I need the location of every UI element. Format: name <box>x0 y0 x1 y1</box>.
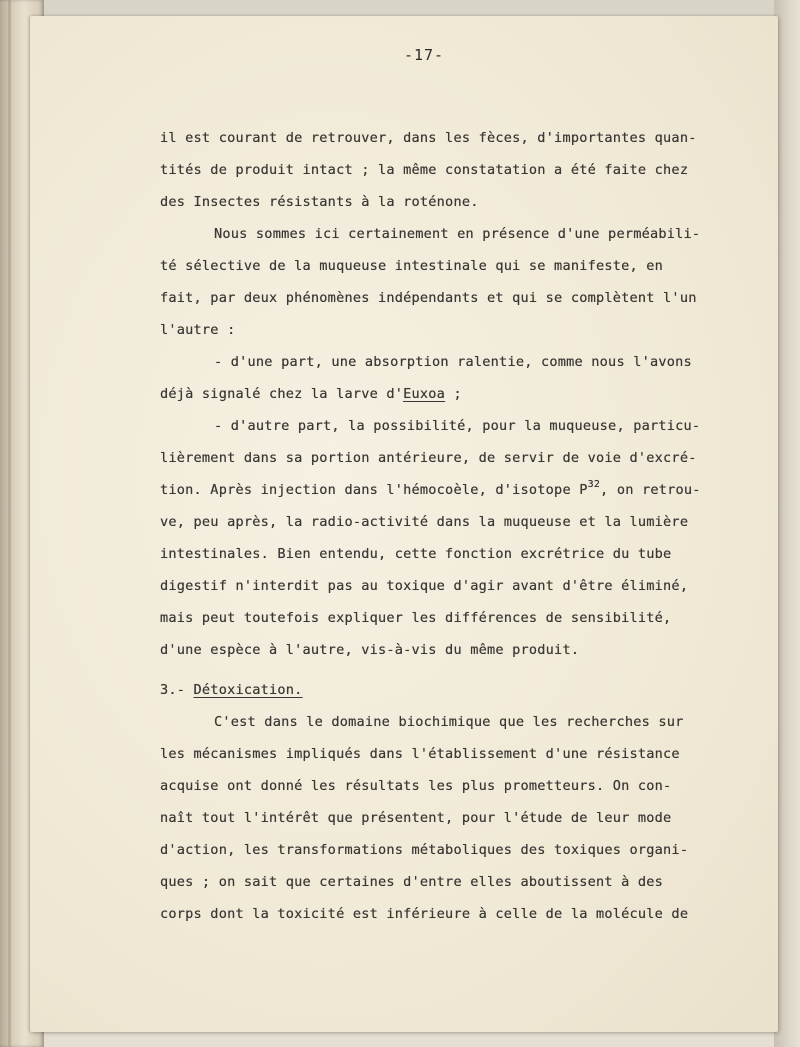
list-item-line: - d'une part, une absorption ralentie, comme nous l'avons <box>214 354 692 370</box>
text-line: les mécanismes impliqués dans l'établissement d'une résistance <box>160 746 680 762</box>
list-item-line: - d'autre part, la possibilité, pour la muqueuse, particu- <box>214 418 701 434</box>
text-line: des Insectes résistants à la roténone. <box>160 194 479 210</box>
text-line: té sélective de la muqueuse intestinale qui se manifeste, en <box>160 258 664 274</box>
text-line: fait, par deux phénomènes indépendants et qui se complètent l'un <box>160 290 697 306</box>
text-line: l'autre : <box>160 322 236 338</box>
genus-name: Euxoa <box>403 386 446 402</box>
isotope-superscript: 32 <box>587 479 601 490</box>
text-line: d'action, les transformations métaboliques des toxiques organi- <box>160 842 689 858</box>
text-line: ques ; on sait que certaines d'entre elles aboutissent à des <box>160 874 664 890</box>
text-fragment: tion. Après injection dans l'hémocoèle, d'isotope P <box>160 482 588 498</box>
text-line: C'est dans le domaine biochimique que les recherches sur <box>214 714 684 730</box>
list-item-line: intestinales. Bien entendu, cette fonction excrétrice du tube <box>160 546 672 562</box>
text-line: corps dont la toxicité est inférieure à celle de la molécule de <box>160 906 689 922</box>
text-fragment: , on retrou- <box>600 482 701 498</box>
list-item-line: lièrement dans sa portion antérieure, de servir de voie d'excré- <box>160 450 697 466</box>
list-item-line <box>160 474 775 506</box>
page-number: -17- <box>403 46 445 64</box>
text-fragment: ; <box>445 386 462 402</box>
document-body <box>160 122 775 930</box>
text-line: Nous sommes ici certainement en présence d'une perméabili- <box>214 226 701 242</box>
text-line: tités de produit intact ; la même constatation a été faite chez <box>160 162 689 178</box>
text-line: naît tout l'intérêt que présentent, pour l'étude de leur mode <box>160 810 672 826</box>
section-title: Détoxication. <box>193 682 303 698</box>
text-fragment: déjà signalé chez la larve d' <box>160 386 404 402</box>
section-heading <box>160 674 775 706</box>
text-line: il est courant de retrouver, dans les fèces, d'importantes quan- <box>160 130 697 146</box>
list-item-line: digestif n'interdit pas au toxique d'agir avant d'être éliminé, <box>160 578 689 594</box>
section-number: 3.- <box>160 682 186 698</box>
list-item-line: d'une espèce à l'autre, vis-à-vis du même produit. <box>160 642 580 658</box>
list-item-line: mais peut toutefois expliquer les différences de sensibilité, <box>160 610 672 626</box>
list-item-line: ve, peu après, la radio-activité dans la muqueuse et la lumière <box>160 514 689 530</box>
text-line: acquise ont donné les résultats les plus prometteurs. On con- <box>160 778 672 794</box>
list-item-line <box>160 378 775 410</box>
